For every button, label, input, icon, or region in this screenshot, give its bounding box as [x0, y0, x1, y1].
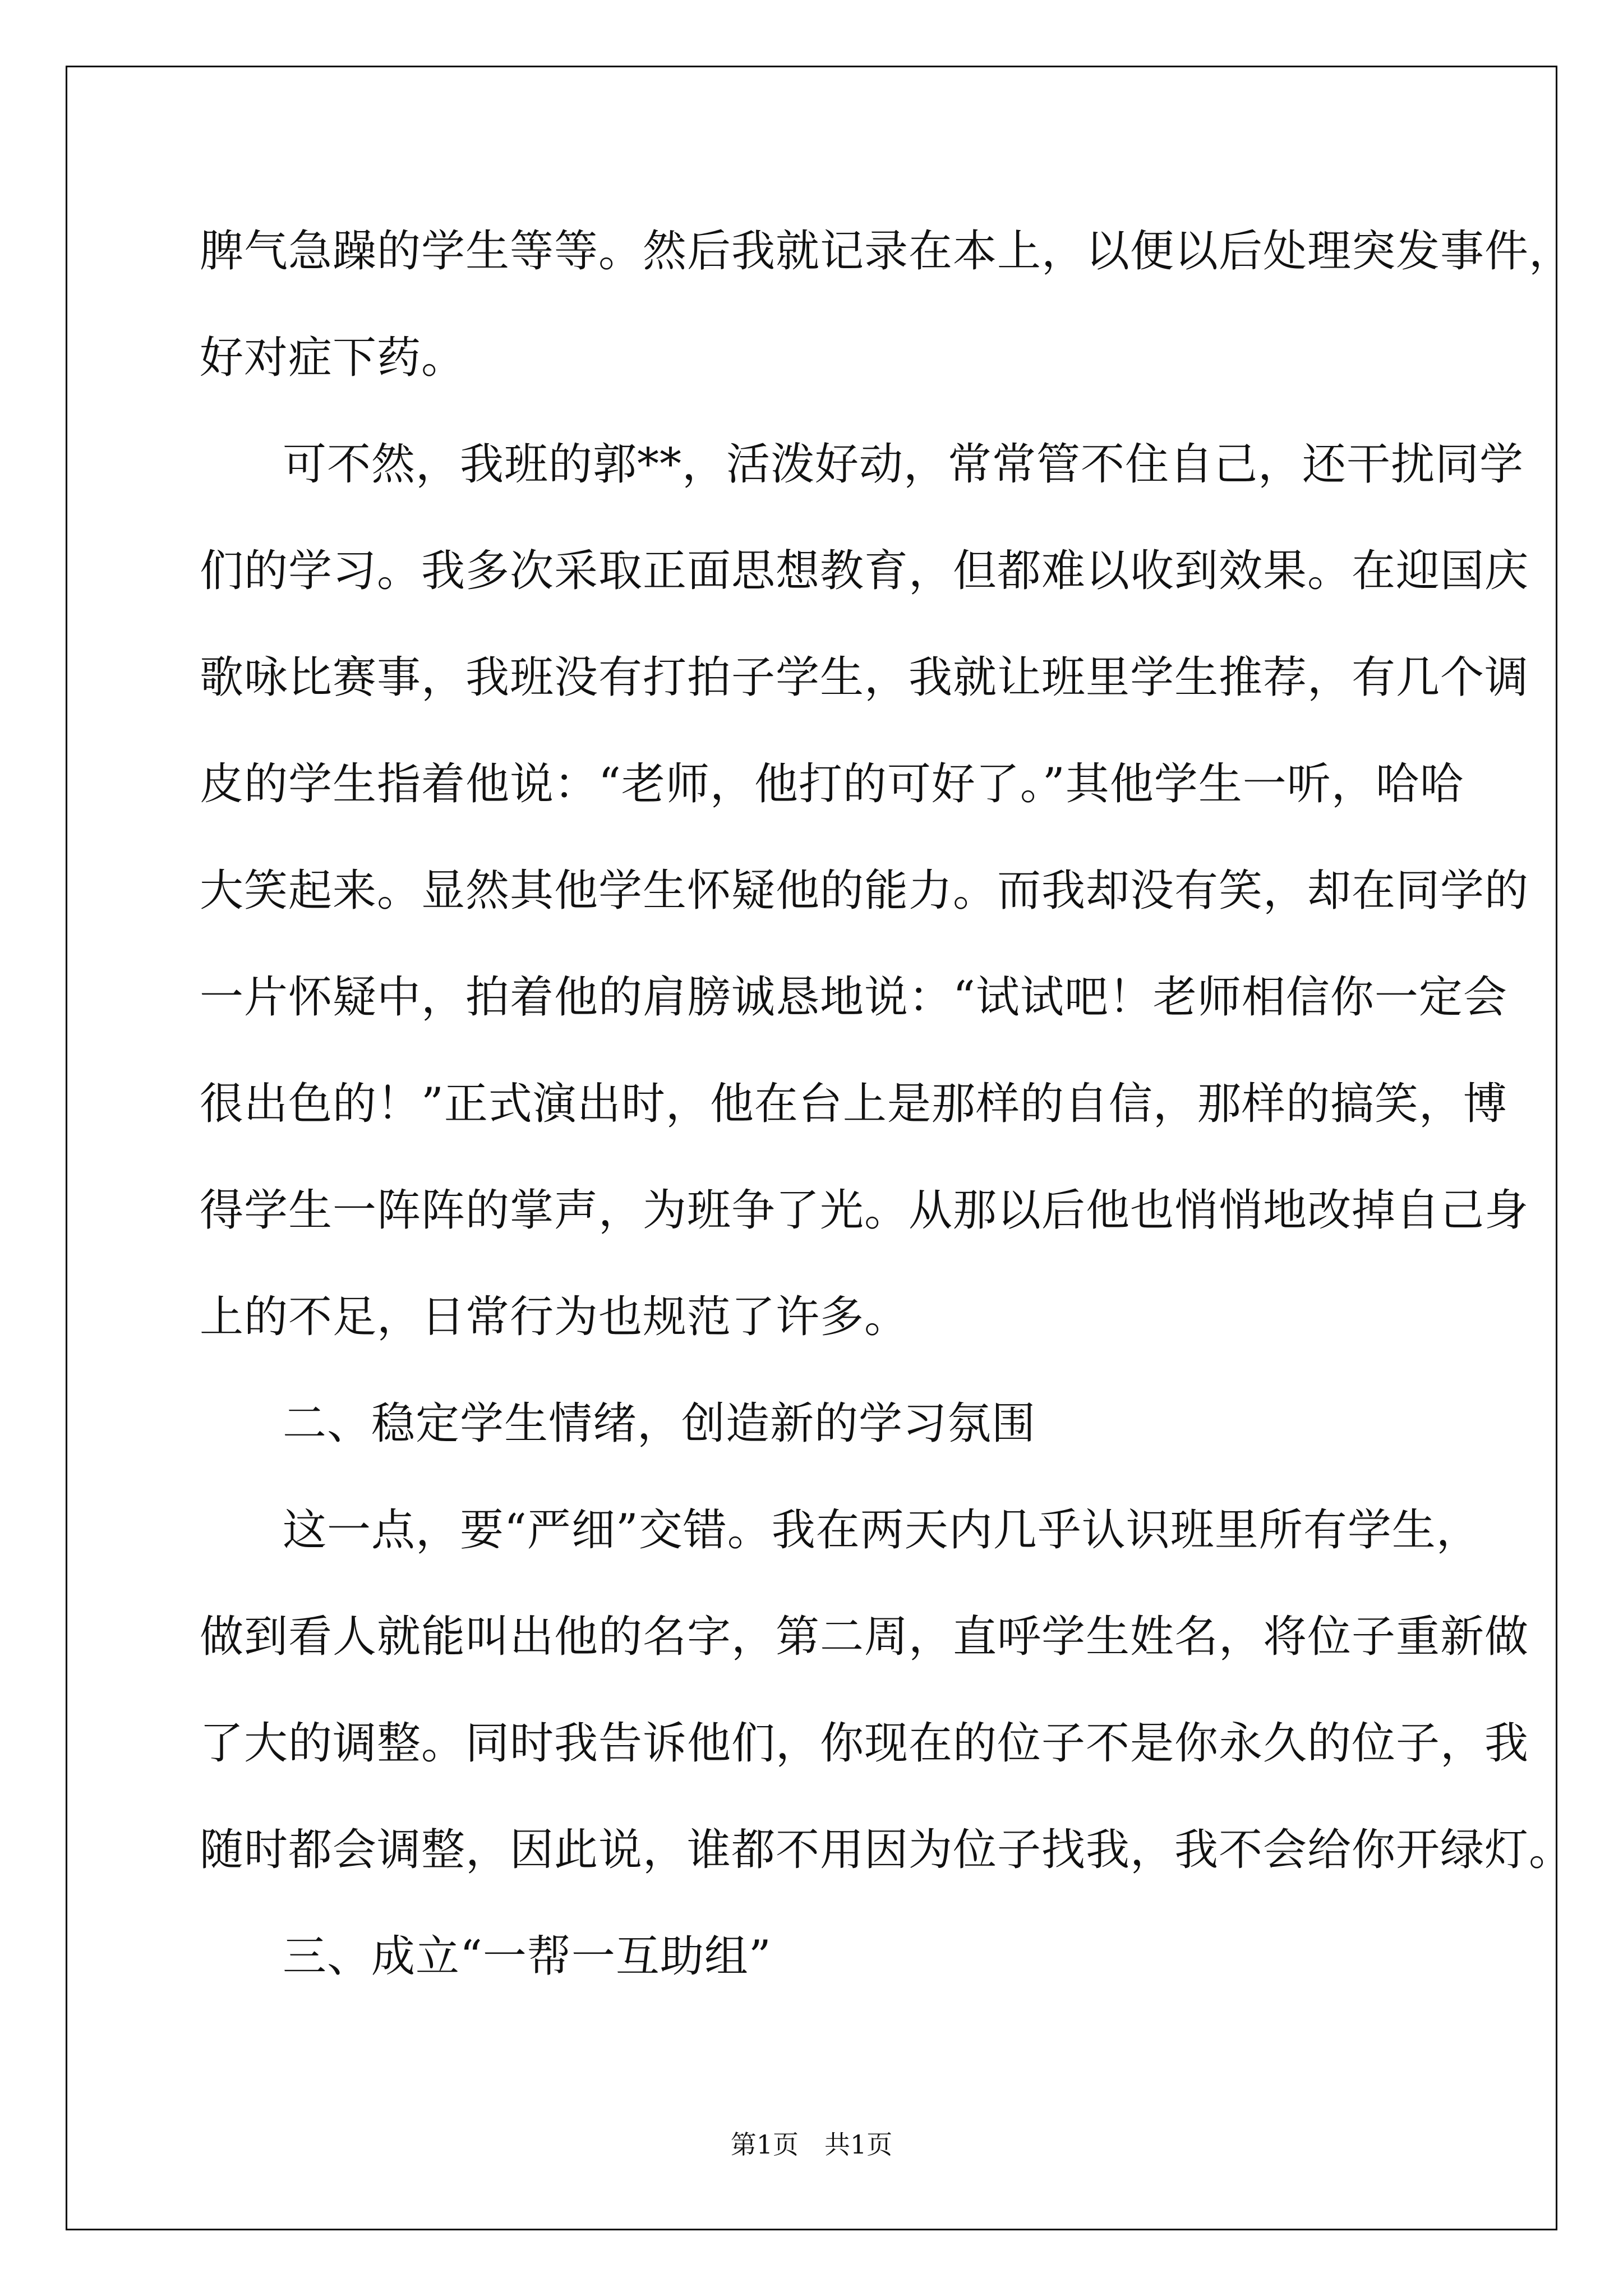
text-line: 很出色的！”正式演出时，他在台上是那样的自信，那样的搞笑，博: [200, 1079, 1507, 1129]
text-line: 们的学习。我多次采取正面思想教育，但都难以收到效果。在迎国庆: [200, 546, 1529, 596]
text-line: 一片怀疑中，拍着他的肩膀诚恳地说：“试试吧！老师相信你一定会: [200, 972, 1507, 1023]
text-line: 皮的学生指着他说：“老师，他打的可好了。”其他学生一听，哈哈: [200, 759, 1464, 809]
text-line: 做到看人就能叫出他的名字，第二周，直呼学生姓名，将位子重新做: [200, 1612, 1529, 1662]
text-line: 大笑起来。显然其他学生怀疑他的能力。而我却没有笑，却在同学的: [200, 866, 1529, 916]
text-line: 好对症下药。: [200, 333, 466, 383]
text-line: 歌咏比赛事，我班没有打拍子学生，我就让班里学生推荐，有几个调: [200, 652, 1529, 703]
text-line: 随时都会调整，因此说，谁都不用因为位子找我，我不会给你开绿灯。: [200, 1825, 1574, 1875]
paragraph-start-line: 这一点，要“严细”交错。我在两天内几乎认识班里所有学生，: [283, 1505, 1481, 1556]
text-line: 了大的调整。同时我告诉他们，你现在的位子不是你永久的位子，我: [200, 1718, 1529, 1769]
text-line: 上的不足，日常行为也规范了许多。: [200, 1292, 909, 1342]
section-heading: 二、稳定学生情绪，创造新的学习氛围: [283, 1398, 1036, 1449]
paragraph-start-line: 可不然，我班的郭**，活泼好动，常常管不住自己，还干扰同学: [283, 439, 1524, 490]
page-number-footer: 第1页 共1页: [730, 2129, 893, 2160]
text-line: 脾气急躁的学生等等。然后我就记录在本上，以便以后处理突发事件，: [200, 226, 1574, 277]
text-line: 得学生一阵阵的掌声，为班争了光。从那以后他也悄悄地改掉自己身: [200, 1185, 1529, 1236]
section-heading: 三、成立“一帮一互助组”: [283, 1931, 772, 1982]
